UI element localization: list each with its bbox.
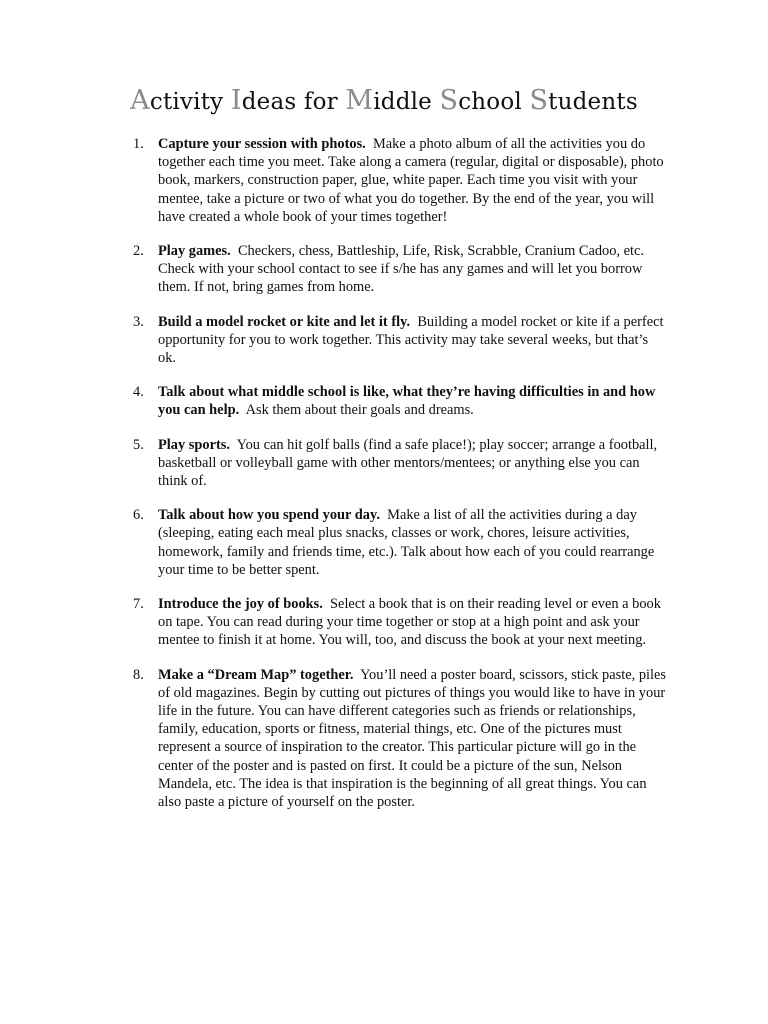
list-item: [133, 135, 668, 226]
list-item: [133, 666, 668, 812]
item-number: 3.: [133, 313, 144, 330]
item-text: Ask them about their goals and dreams.: [245, 402, 474, 419]
list-item: [133, 436, 668, 491]
item-text: Select a book that is on their reading level or even a book on tape. You can read during your time together or stop at a high point and ask your mentee to finish it at home. You will, too, and discuss the book at your next meeting.: [158, 596, 661, 649]
item-heading: Play games.: [158, 243, 231, 260]
item-number: 7.: [133, 596, 144, 613]
item-text: Make a list of all the activities during a day (sleeping, eating each meal plus snacks, classes or work, chores, leisure activities, homework, family and friends time, etc.). Talk about how each of you could rearrange your time to be better spent.: [158, 507, 655, 578]
item-number: 2.: [133, 243, 144, 260]
item-text: Checkers, chess, Battleship, Life, Risk, Scrabble, Cranium Cadoo, etc. Check with your school contact to see if s/he has any games and will let you borrow them. If not, bring games from home.: [158, 243, 644, 296]
item-number: 8.: [133, 666, 144, 683]
list-item: [133, 595, 668, 650]
item-heading: Capture your session with photos.: [158, 136, 366, 152]
item-heading: Make a “Dream Map” together.: [158, 666, 354, 683]
item-number: 4.: [133, 384, 144, 401]
item-heading: Introduce the joy of books.: [158, 596, 323, 613]
title-word: Students: [529, 85, 638, 116]
item-heading: Talk about what middle school is like, what they’re having difficulties in and how you can help.: [158, 384, 656, 419]
title-word: Middle: [345, 85, 440, 116]
list-item: [133, 313, 668, 368]
page-title: [0, 84, 768, 119]
item-text: Make a photo album of all the activities you do together each time you meet. Take along a camera (regular, digital or disposable), photo book, markers, construction paper, glue, white paper. Each time you visit with your mentee, take a picture or two of what you do together. By the end of the year, you will have created a whole book of your times together!: [158, 136, 664, 225]
title-word: School: [439, 85, 530, 116]
item-heading: Build a model rocket or kite and let it fly.: [158, 313, 411, 330]
item-number: 5.: [133, 436, 144, 453]
item-text: Building a model rocket or kite if a perfect opportunity for you to work together. This activity may take several weeks, but that’s ok.: [158, 313, 664, 367]
title-word: Ideas for: [230, 85, 346, 116]
list-item: [133, 506, 668, 579]
item-number: 1.: [133, 136, 144, 152]
title-word: Activity: [130, 85, 231, 116]
list-item: [133, 383, 668, 419]
item-number: 6.: [133, 507, 144, 524]
item-text: You can hit golf balls (find a safe place!); play soccer; arrange a football, basketball or volleyball game with other mentors/mentees; or anything else you can think of.: [158, 436, 658, 490]
item-heading: Play sports.: [158, 436, 230, 453]
activity-list: [133, 135, 668, 827]
list-item: [133, 242, 668, 297]
item-heading: Talk about how you spend your day.: [158, 507, 380, 524]
item-text: You’ll need a poster board, scissors, stick paste, piles of old magazines. Begin by cutting out pictures of things you would like to have in your life in the future. You can have different categories such as friends or relationships, family, education, sports or fitness, material things, etc. One of the pictures must represent a source of inspiration to the creator. This particular picture will go in the center of the poster and is pasted on first. It could be a picture of the sun, Nelson Mandela, etc. The idea is that inspiration is the beginning of all great things. You can also paste a picture of yourself on the poster.: [158, 666, 667, 811]
